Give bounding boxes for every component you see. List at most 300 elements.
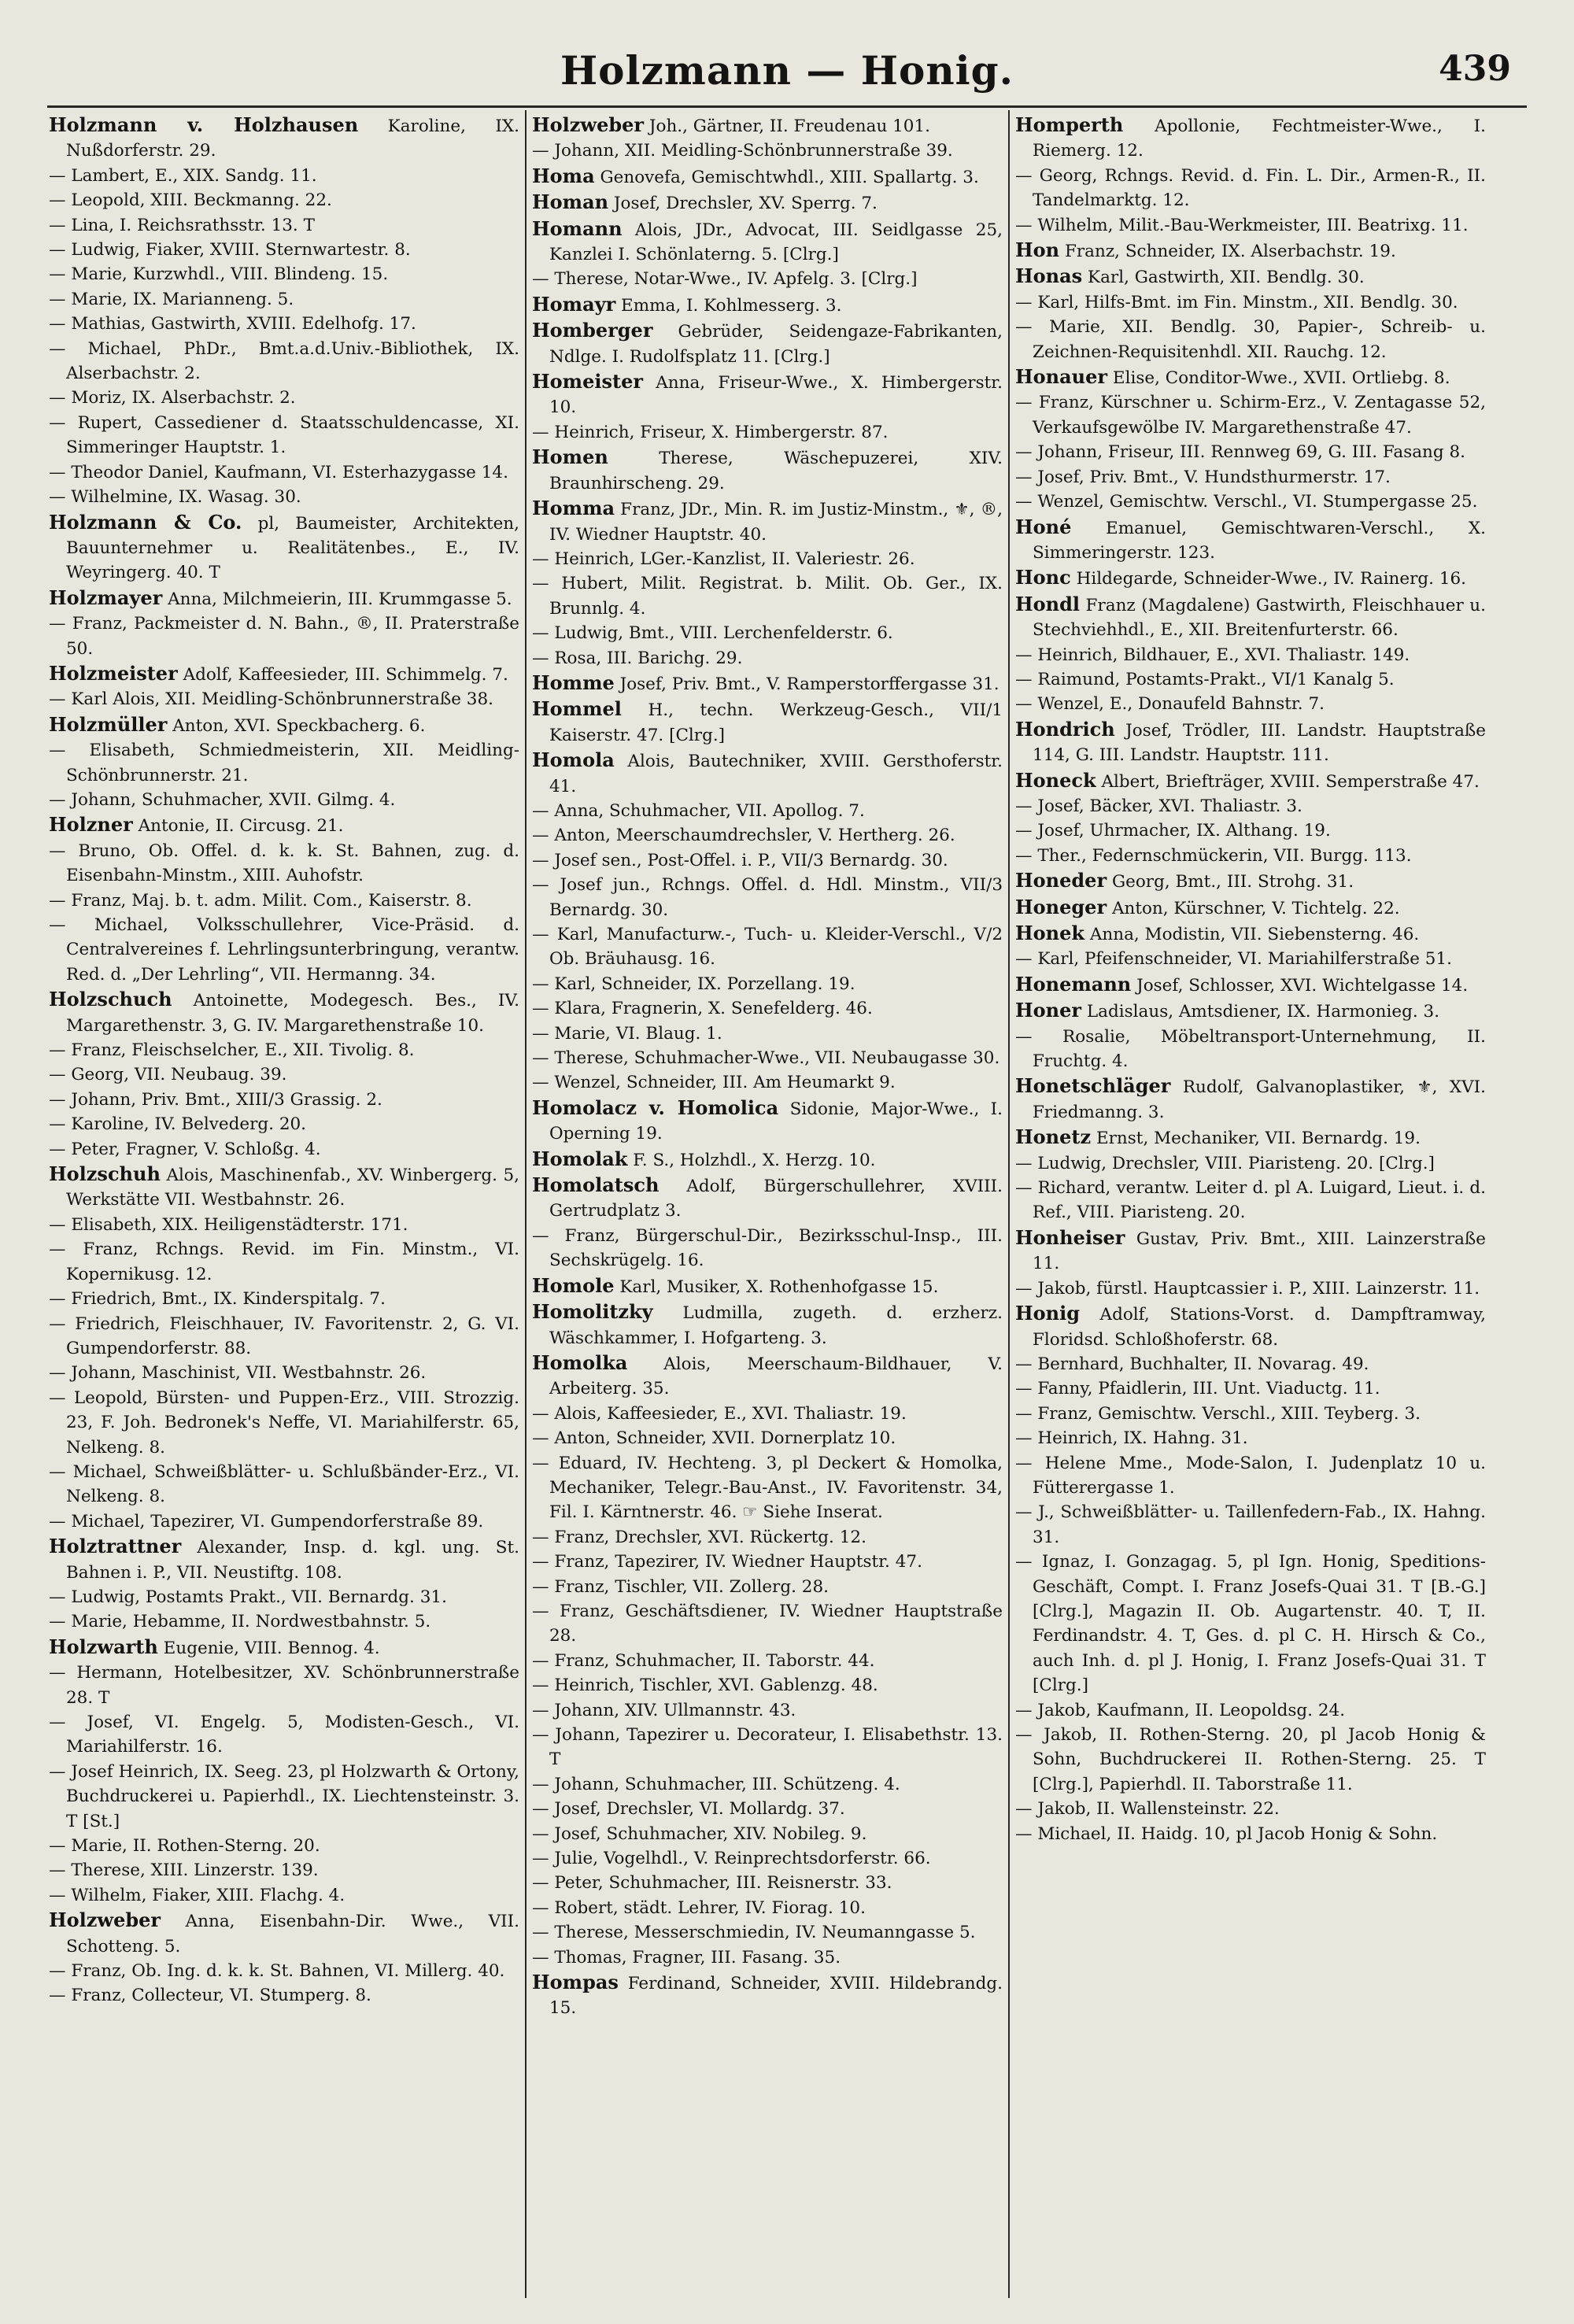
entry-details: — Heinrich, Friseur, X. Himbergerstr. 87. — [532, 422, 889, 442]
entry-surname: Honetz — [1015, 1125, 1092, 1149]
directory-entry — [1015, 868, 1486, 894]
entry-details: — Franz, Kürschner u. Schirm-Erz., V. Zentagasse 52, Verkaufsgewölbe IV. Margarethenstraße 47. — [1015, 393, 1486, 438]
directory-entry — [49, 1312, 519, 1362]
directory-entry — [532, 1350, 1003, 1402]
directory-entry — [1015, 390, 1486, 440]
directory-entry — [49, 1609, 519, 1634]
entry-details: Ludmilla, zugeth. d. erzherz. Wäschkammer, I. Hofgarteng. 3. — [549, 1303, 1003, 1348]
entry-details: — J., Schweißblätter- u. Taillenfedern-Fab., IX. Hahng. 31. — [1015, 1502, 1486, 1547]
entry-details: — Peter, Fragner, V. Schloßg. 4. — [49, 1139, 321, 1159]
directory-entry — [532, 571, 1003, 621]
entry-details: Gustav, Priv. Bmt., XIII. Lainzerstraße 11. — [1033, 1229, 1486, 1274]
directory-entry — [532, 1772, 1003, 1797]
entry-details: — Michael, PhDr., Bmt.a.d.Univ.-Bibliothek, IX. Alserbachstr. 2. — [49, 338, 519, 384]
directory-entry — [532, 1402, 1003, 1426]
entry-details: Elise, Conditor-Wwe., XVII. Ortliebg. 8. — [1107, 368, 1450, 389]
directory-entry — [1015, 794, 1486, 818]
entry-details: — Rupert, Cassediener d. Staatsschuldencasse, XI. Simmeringer Hauptstr. 1. — [49, 412, 519, 458]
entry-details: — Friedrich, Fleischhauer, IV. Favoritenstr. 2, G. VI. Gumpendorferstr. 88. — [49, 1313, 519, 1358]
entry-details: — Therese, Notar-Wwe., IV. Apfelg. 3. [Clrg.] — [532, 269, 918, 290]
entry-details: — Klara, Fragnerin, X. Senefelderg. 46. — [532, 999, 873, 1019]
entry-details: Albert, Briefträger, XVIII. Semperstraße 47. — [1096, 771, 1480, 792]
entry-details: — Ludwig, Postamts Prakt., VII. Bernardg. 31. — [49, 1587, 447, 1607]
entry-surname: Hondrich — [1015, 717, 1115, 741]
entry-details: Ladislaus, Amtsdiener, IX. Harmonieg. 3. — [1081, 1002, 1440, 1022]
directory-entry — [1015, 1176, 1486, 1225]
directory-entry — [1015, 1025, 1486, 1074]
directory-entry — [1015, 818, 1486, 843]
entry-surname: Holzwarth — [49, 1635, 158, 1658]
directory-entry — [49, 788, 519, 812]
directory-entry — [532, 1797, 1003, 1821]
entry-surname: Homolacz v. Homolica — [532, 1095, 779, 1119]
directory-entry — [49, 1661, 519, 1710]
entry-details: Anna, Eisenbahn-Dir. Wwe., VII. Schotteng. 5. — [66, 1912, 519, 1956]
entry-surname: Holztrattner — [49, 1535, 182, 1558]
directory-entry — [532, 1945, 1003, 1970]
entry-details: Ernst, Mechaniker, VII. Bernardg. 19. — [1091, 1129, 1421, 1149]
directory-entry — [49, 1883, 519, 1908]
directory-entry — [1015, 1698, 1486, 1723]
directory-entry — [532, 420, 1003, 445]
entry-details: Anton, XVI. Speckbacherg. 6. — [167, 715, 426, 736]
entry-details: — Friedrich, Bmt., IX. Kinderspitalg. 7. — [49, 1289, 386, 1310]
entry-details: — Elisabeth, Schmiedmeisterin, XII. Meidling-Schönbrunnerstr. 21. — [49, 741, 519, 785]
entry-details: Josef, Trödler, III. Landstr. Hauptstraße 114, G. III. Landstr. Hauptstr. 111. — [1033, 720, 1486, 766]
directory-entry — [532, 1525, 1003, 1550]
entry-details: — Michael, Schweißblätter- u. Schlußbänder-Erz., VI. Nelkeng. 8. — [49, 1461, 519, 1507]
directory-entry — [49, 611, 519, 661]
entry-details: Apollonie, Fechtmeister-Wwe., I. Riemerg. 12. — [1033, 116, 1486, 161]
directory-entry — [49, 312, 519, 336]
entry-details: Joh., Gärtner, II. Freudenau 101. — [644, 116, 930, 136]
entry-surname: Honeck — [1015, 768, 1096, 792]
entry-details: — Fanny, Pfaidlerin, III. Unt. Viaductg. 11. — [1015, 1379, 1380, 1399]
entry-details: — Peter, Schuhmacher, III. Reisnerstr. 33. — [532, 1873, 892, 1894]
directory-entry — [1015, 1125, 1486, 1151]
entry-surname: Honer — [1015, 999, 1082, 1022]
column-1 — [49, 113, 519, 2293]
entry-details: Josef, Drechsler, XV. Sperrg. 7. — [608, 194, 878, 214]
directory-entry — [532, 1698, 1003, 1723]
entry-details: Emanuel, Gemischtwaren-Verschl., X. Simmeringerstr. 123. — [1033, 518, 1486, 563]
entry-surname: Honé — [1015, 515, 1072, 538]
entry-surname: Homen — [532, 445, 608, 469]
directory-entry — [49, 987, 519, 1038]
directory-entry — [532, 1649, 1003, 1673]
entry-details: Anna, Modistin, VII. Siebensterng. 46. — [1084, 925, 1420, 944]
directory-entry — [49, 687, 519, 711]
directory-entry — [1015, 1151, 1486, 1176]
entry-surname: Honig — [1015, 1302, 1081, 1325]
entry-details: — Josef jun., Rchngs. Offel. d. Hdl. Minstm., VII/3 Bernardg. 30. — [532, 875, 1003, 920]
directory-entry — [532, 1723, 1003, 1772]
directory-entry — [532, 216, 1003, 268]
entry-details: — Johann, XIV. Ullmannstr. 43. — [532, 1700, 796, 1720]
directory-entry — [49, 661, 519, 687]
entry-surname: Homme — [532, 671, 615, 694]
entry-details: — Karl, Schneider, IX. Porzellang. 19. — [532, 974, 855, 994]
directory-entry — [1015, 1426, 1486, 1450]
page-header-title: Holzmann — Honig. — [560, 47, 1014, 94]
entry-surname: Honc — [1015, 566, 1071, 589]
directory-entry — [1015, 895, 1486, 921]
entry-details: — Karl, Hilfs-Bmt. im Fin. Minstm., XII. Bendlg. 30. — [1015, 292, 1458, 312]
entry-details: — Josef, VI. Engelg. 5, Modisten-Gesch., VI. Mariahilferstr. 16. — [49, 1713, 519, 1757]
directory-entry — [1015, 1073, 1486, 1125]
entry-details: Franz (Magdalene) Gastwirth, Fleischhauer u. Stechviehhdl., E., XII. Breitenfurterstr. 66. — [1033, 595, 1486, 641]
directory-entry — [532, 696, 1003, 748]
entry-details: — Franz, Tischler, VII. Zollerg. 28. — [532, 1576, 829, 1597]
entry-surname: Homolitzky — [532, 1300, 653, 1324]
entry-surname: Homolatsch — [532, 1173, 660, 1197]
entry-details: Antonie, II. Circusg. 21. — [132, 816, 344, 837]
entry-details: Ferdinand, Schneider, XVIII. Hildebrandg. 15. — [549, 1974, 1003, 2019]
entry-details: — Julie, Vogelhdl., V. Reinprechtsdorferstr. 66. — [532, 1849, 931, 1869]
entry-surname: Holzmayer — [49, 586, 163, 609]
directory-entry — [1015, 1723, 1486, 1797]
entry-details: Adolf, Kaffeesieder, III. Schimmelg. 7. — [177, 664, 508, 685]
directory-entry — [49, 1386, 519, 1460]
directory-entry — [532, 848, 1003, 873]
directory-entry — [49, 1460, 519, 1509]
entry-details: — Georg, Rchngs. Revid. d. Fin. L. Dir., Armen-R., II. Tandelmarktg. 12. — [1015, 165, 1486, 211]
entry-details: — Ludwig, Bmt., VIII. Lerchenfelderstr. 6. — [532, 623, 893, 644]
entry-details: Alexander, Insp. d. kgl. ung. St. Bahnen i. P., VII. Neustiftg. 108. — [66, 1538, 519, 1583]
entry-details: — Johann, Priv. Bmt., XIII/3 Grassig. 2. — [49, 1089, 382, 1110]
directory-entry — [532, 113, 1003, 139]
entry-details: Franz, JDr., Min. R. im Justiz-Minstm., ⚜, ®, IV. Wiedner Hauptstr. 40. — [549, 500, 1003, 545]
entry-details: — Jakob, II. Rothen-Sterng. 20, pl Jacob Honig & Sohn, Buchdruckerei II. Rothen-Sterng. 25. T [Clrg.], Papierhdl. II. Taborstraße 11. — [1015, 1725, 1486, 1794]
directory-entry — [49, 1908, 519, 1959]
entry-details: — Moriz, IX. Alserbachstr. 2. — [49, 388, 296, 408]
entry-surname: Honemann — [1015, 972, 1132, 996]
directory-entry — [532, 922, 1003, 972]
entry-surname: Holzmann & Co. — [49, 510, 242, 534]
entry-details: — Heinrich, Bildhauer, E., XVI. Thaliastr. 149. — [1015, 645, 1410, 665]
entry-details: — Marie, IX. Marianneng. 5. — [49, 289, 294, 309]
directory-entry — [1015, 515, 1486, 566]
entry-details: — Franz, Gemischtw. Verschl., XIII. Teyberg. 3. — [1015, 1403, 1421, 1424]
directory-entry — [49, 238, 519, 262]
directory-entry — [1015, 1451, 1486, 1501]
entry-details: Adolf, Stations-Vorst. d. Dampftramway, Floridsd. Schloßhoferstr. 68. — [1033, 1305, 1486, 1350]
entry-details: — Eduard, IV. Hechteng. 3, pl Deckert & Homolka, Mechaniker, Telegr.-Bau-Anst., IV. Favoritenstr. 34, Fil. I. Kärntnerstr. 46. ☞ Siehe Inserat. — [532, 1453, 1003, 1523]
directory-entry — [1015, 440, 1486, 464]
entry-surname: Honeder — [1015, 869, 1107, 892]
directory-entry — [49, 1062, 519, 1087]
directory-entry — [532, 1673, 1003, 1698]
directory-entry — [532, 646, 1003, 671]
entry-details: — Jakob, fürstl. Hauptcassier i. P., XIII. Lainzerstr. 11. — [1015, 1278, 1480, 1299]
directory-entry — [532, 318, 1003, 369]
directory-entry — [49, 337, 519, 386]
directory-entry — [532, 1173, 1003, 1224]
entry-details: — Ludwig, Fiaker, XVIII. Sternwartestr. 8. — [49, 240, 411, 260]
entry-details: — Karl, Pfeifenschneider, VI. Mariahilferstraße 51. — [1015, 949, 1452, 970]
directory-entry — [532, 996, 1003, 1021]
directory-entry — [532, 823, 1003, 848]
entry-surname: Honek — [1015, 922, 1085, 944]
page-number: 439 — [1439, 49, 1511, 89]
directory-entry — [532, 1022, 1003, 1046]
directory-entry — [49, 1213, 519, 1237]
entry-details: — Richard, verantw. Leiter d. pl A. Luigard, Lieut. i. d. Ref., VIII. Piaristeng. 20. — [1015, 1178, 1486, 1223]
directory-entry — [49, 1162, 519, 1213]
entry-details: — Leopold, Bürsten- und Puppen-Erz., VIII. Strozzig. 23, F. Joh. Bedronek's Neffe, VI. Mariahilferstr. 65, Nelkeng. 8. — [49, 1387, 519, 1458]
entry-details: — Mathias, Gastwirth, XVIII. Edelhofg. 17. — [49, 314, 416, 334]
entry-surname: Hommel — [532, 697, 622, 721]
directory-entry — [1015, 592, 1486, 643]
entry-details: — Marie, II. Rothen-Sterng. 20. — [49, 1836, 320, 1857]
entry-details: Alois, JDr., Advocat, III. Seidlgasse 25, Kanzlei I. Schönlaterng. 5. [Clrg.] — [549, 220, 1003, 265]
entry-details: — Georg, VII. Neubaug. 39. — [49, 1065, 287, 1085]
directory-entry — [532, 547, 1003, 571]
directory-entry — [49, 913, 519, 987]
entry-details: — Josef, Priv. Bmt., V. Hundsthurmerstr. 17. — [1015, 467, 1391, 487]
entry-details: Eugenie, VIII. Bennog. 4. — [157, 1638, 380, 1658]
directory-entry — [532, 873, 1003, 922]
directory-entry — [49, 411, 519, 460]
directory-entry — [49, 1237, 519, 1287]
directory-entry — [532, 1846, 1003, 1871]
directory-entry — [49, 113, 519, 164]
entry-details: — Leopold, XIII. Beckmanng. 22. — [49, 190, 332, 211]
entry-details: — Johann, Schuhmacher, XVII. Gilmg. 4. — [49, 789, 396, 810]
entry-surname: Holzner — [49, 813, 133, 837]
directory-entry — [532, 139, 1003, 163]
column-3 — [1015, 113, 1486, 2293]
directory-entry — [49, 712, 519, 738]
directory-entry — [49, 1509, 519, 1534]
entry-details: — Marie, VI. Blaug. 1. — [532, 1023, 722, 1044]
entry-details: — Anna, Schuhmacher, VII. Apollog. 7. — [532, 800, 865, 821]
entry-details: Josef, Schlosser, XVI. Wichtelgasse 14. — [1131, 975, 1469, 996]
directory-entry — [49, 287, 519, 312]
entry-details: — Heinrich, Tischler, XVI. Gablenzg. 48. — [532, 1676, 878, 1696]
entry-details: — Anton, Schneider, XVII. Dornerplatz 10. — [532, 1428, 896, 1449]
entry-details: Josef, Priv. Bmt., V. Ramperstorffergasse 31. — [614, 674, 999, 694]
entry-surname: Homann — [532, 216, 623, 240]
entry-surname: Homolak — [532, 1147, 628, 1170]
entry-surname: Holzmeister — [49, 661, 178, 685]
directory-entry — [532, 671, 1003, 696]
directory-entry — [49, 1361, 519, 1385]
directory-entry — [532, 1095, 1003, 1147]
directory-entry — [49, 889, 519, 913]
entry-details: Gebrüder, Seidengaze-Fabrikanten, Ndlge. I. Rudolfsplatz 11. [Clrg.] — [549, 322, 1003, 367]
directory-entry — [49, 485, 519, 509]
entry-surname: Holzschuh — [49, 1162, 161, 1186]
entry-surname: Homole — [532, 1273, 615, 1297]
directory-entry — [49, 738, 519, 788]
directory-entry — [1015, 565, 1486, 591]
entry-details: — Bruno, Ob. Offel. d. k. k. St. Bahnen, zug. d. Eisenbahn-Minstm., XIII. Auhofstr. — [49, 841, 519, 886]
directory-entry — [49, 1983, 519, 2008]
directory-entry — [532, 445, 1003, 496]
directory-entry — [532, 369, 1003, 420]
entry-details: Adolf, Bürgerschullehrer, XVIII. Gertrudplatz 3. — [549, 1177, 1003, 1221]
entry-details: — Franz, Schuhmacher, II. Taborstr. 44. — [532, 1650, 875, 1671]
directory-entry — [49, 1287, 519, 1311]
entry-surname: Homola — [532, 748, 615, 772]
entry-details: — Franz, Fleischselcher, E., XII. Tivolig. 8. — [49, 1040, 415, 1061]
directory-entry — [49, 1112, 519, 1136]
entry-details: — Johann, Tapezirer u. Decorateur, I. Elisabethstr. 13. T — [532, 1725, 1003, 1770]
entry-details: — Josef, Bäcker, XVI. Thaliastr. 3. — [1015, 796, 1302, 816]
entry-details: Hildegarde, Schneider-Wwe., IV. Rainerg. 16. — [1070, 569, 1467, 589]
entry-details: Alois, Bautechniker, XVIII. Gersthoferstr. 41. — [549, 752, 1003, 796]
directory-entry — [532, 1046, 1003, 1070]
directory-entry — [1015, 264, 1486, 290]
entry-surname: Holzweber — [49, 1908, 161, 1932]
directory-entry — [532, 1920, 1003, 1945]
entry-details: Georg, Bmt., III. Strohg. 31. — [1107, 872, 1354, 892]
entry-surname: Homayr — [532, 292, 616, 316]
directory-entry — [532, 1147, 1003, 1173]
entry-details: — Anton, Meerschaumdrechsler, V. Hertherg. 26. — [532, 826, 955, 846]
directory-entry — [532, 972, 1003, 996]
directory-entry — [532, 799, 1003, 823]
directory-entry — [49, 1137, 519, 1162]
directory-entry — [532, 1896, 1003, 1920]
entry-surname: Holzmann v. Holzhausen — [49, 113, 359, 136]
directory-entry — [1015, 290, 1486, 315]
entry-surname: Honauer — [1015, 365, 1108, 389]
entry-details: Anna, Milchmeierin, III. Krummgasse 5. — [162, 589, 512, 609]
entry-surname: Holzmüller — [49, 712, 168, 736]
entry-details: Antoinette, Modegesch. Bes., IV. Margarethenstr. 3, G. IV. Margarethenstraße 10. — [66, 991, 519, 1036]
entry-details: Karl, Musiker, X. Rothenhofgasse 15. — [614, 1277, 939, 1297]
entry-surname: Honeger — [1015, 895, 1107, 918]
directory-entry — [49, 839, 519, 889]
entry-details: — Franz, Drechsler, XVI. Rückertg. 12. — [532, 1527, 866, 1547]
directory-entry — [532, 164, 1003, 190]
entry-details: — Wenzel, Gemischtw. Verschl., VI. Stumpergasse 25. — [1015, 492, 1478, 512]
entry-details: — Heinrich, LGer.-Kanzlist, II. Valeriestr. 26. — [532, 549, 915, 569]
directory-entry — [49, 510, 519, 586]
entry-details: Rudolf, Galvanoplastiker, ⚜, XVI. Friedmanng. 3. — [1033, 1077, 1486, 1122]
directory-entry — [1015, 1352, 1486, 1376]
entry-details: — Elisabeth, XIX. Heiligenstädterstr. 171. — [49, 1214, 408, 1235]
header-rule — [47, 105, 1527, 108]
entry-details: — Michael, Tapezirer, VI. Gumpendorferstraße 89. — [49, 1511, 484, 1531]
entry-details: — Franz, Packmeister d. N. Bahn., ®, II. Praterstraße 50. — [49, 614, 519, 659]
entry-details: — Johann, Friseur, III. Rennweg 69, G. III. Fasang 8. — [1015, 442, 1465, 463]
entry-surname: Holzweber — [532, 113, 645, 136]
entry-details: — Wenzel, Schneider, III. Am Heumarkt 9. — [532, 1073, 896, 1093]
directory-entry — [49, 460, 519, 485]
entry-details: Anton, Kürschner, V. Tichtelg. 22. — [1107, 898, 1400, 918]
directory-entry — [49, 586, 519, 611]
directory-entry — [49, 1760, 519, 1834]
column-2 — [532, 113, 1003, 2293]
entry-surname: Honetschläger — [1015, 1074, 1171, 1098]
entry-details: — Hubert, Milit. Registrat. b. Milit. Ob. Ger., IX. Brunnlg. 4. — [532, 574, 1003, 619]
entry-details: — Ignaz, I. Gonzagag. 5, pl Ign. Honig, Speditions-Geschäft, Compt. I. Franz Josefs-Quai 31. T [B.-G.] [Clrg.], Magazin II. Ob. Augartenstr. 40. T, II. Ferdinandstr. 4. T, Ges. d. pl C. H. Hirsch & Co., auch Inh. d. pl J. Honig, I. Franz Josefs-Quai 31. T [Clrg.] — [1015, 1552, 1486, 1696]
entry-details: Emma, I. Kohlmesserg. 3. — [615, 295, 842, 316]
entry-details: — Johann, XII. Meidling-Schönbrunnerstraße 39. — [532, 141, 953, 161]
directory-entry — [49, 164, 519, 188]
entry-details: Karoline, IX. Nußdorferstr. 29. — [66, 116, 519, 161]
entry-surname: Homeister — [532, 370, 643, 393]
entry-details: — Helene Mme., Mode-Salon, I. Judenplatz 10 u. Fütterergasse 1. — [1015, 1453, 1486, 1498]
directory-entry — [1015, 238, 1486, 264]
directory-entry — [1015, 1550, 1486, 1698]
entry-details: — Franz, Rchngs. Revid. im Fin. Minstm., VI. Kopernikusg. 12. — [49, 1240, 519, 1284]
entry-details: — Josef, Schuhmacher, XIV. Nobileg. 9. — [532, 1823, 867, 1844]
directory-entry — [49, 262, 519, 286]
entry-surname: Hon — [1015, 238, 1060, 262]
entry-details: — Marie, XII. Bendlg. 30, Papier-, Schreib- u. Zeichnen-Requisitenhdl. XII. Rauchg. 12. — [1015, 317, 1486, 362]
entry-surname: Honheiser — [1015, 1225, 1125, 1249]
directory-entry — [532, 1224, 1003, 1273]
entry-details: — Franz, Tapezirer, IV. Wiedner Hauptstr. 47. — [532, 1552, 922, 1572]
entry-details: — Wilhelm, Fiaker, XIII. Flachg. 4. — [49, 1885, 345, 1905]
entry-details: F. S., Holzhdl., X. Herzg. 10. — [627, 1150, 876, 1170]
entry-surname: Homperth — [1015, 113, 1124, 136]
directory-entry — [1015, 1225, 1486, 1277]
entry-details: — Lambert, E., XIX. Sandg. 11. — [49, 165, 317, 186]
directory-entry — [1015, 490, 1486, 514]
entry-details: — Wenzel, E., Donaufeld Bahnstr. 7. — [1015, 694, 1325, 715]
entry-details: — Michael, II. Haidg. 10, pl Jacob Honig & Sohn. — [1015, 1823, 1438, 1844]
directory-entry — [532, 496, 1003, 547]
entry-details: Franz, Schneider, IX. Alserbachstr. 19. — [1059, 242, 1396, 262]
entry-surname: Hompas — [532, 1971, 619, 1994]
entry-details: Alois, Meerschaum-Bildhauer, V. Arbeiterg. 35. — [549, 1354, 1003, 1399]
entry-surname: Honas — [1015, 264, 1083, 288]
entry-details: — Josef, Drechsler, VI. Mollardg. 37. — [532, 1799, 845, 1820]
directory-entry — [1015, 921, 1486, 947]
entry-details: — Therese, Schuhmacher-Wwe., VII. Neubaugasse 30. — [532, 1048, 1000, 1069]
directory-entry — [532, 1575, 1003, 1599]
directory-entry — [49, 1038, 519, 1062]
directory-entry — [532, 190, 1003, 216]
entry-details: Therese, Wäschepuzerei, XIV. Braunhirscheng. 29. — [549, 449, 1003, 493]
entry-details: — Josef sen., Post-Offel. i. P., VII/3 Bernardg. 30. — [532, 850, 948, 870]
column-divider — [1008, 110, 1010, 2298]
entry-details: — Ther., Federnschmückerin, VII. Burgg. 113. — [1015, 845, 1412, 866]
directory-entry — [49, 213, 519, 238]
entry-details: — Marie, Hebamme, II. Nordwestbahnstr. 5. — [49, 1612, 431, 1632]
directory-entry — [1015, 768, 1486, 794]
entry-surname: Homan — [532, 190, 609, 214]
directory-entry — [49, 1858, 519, 1882]
entry-details: — Jakob, Kaufmann, II. Leopoldsg. 24. — [1015, 1700, 1346, 1720]
entry-details: — Robert, städt. Lehrer, IV. Fiorag. 10. — [532, 1897, 866, 1918]
directory-entry — [1015, 998, 1486, 1024]
entry-details: — Jakob, II. Wallensteinstr. 22. — [1015, 1799, 1280, 1820]
entry-surname: Homma — [532, 497, 615, 520]
directory-entry — [532, 267, 1003, 291]
directory-entry — [532, 748, 1003, 799]
entry-details: — Karl, Manufacturw.-, Tuch- u. Kleider-Verschl., V/2 Ob. Bräuhausg. 16. — [532, 925, 1003, 970]
directory-entry — [532, 1070, 1003, 1095]
directory-entry — [49, 812, 519, 838]
entry-details: — Therese, XIII. Linzerstr. 139. — [49, 1860, 319, 1881]
directory-entry — [1015, 1822, 1486, 1846]
directory-entry — [49, 1534, 519, 1585]
directory-entry — [1015, 364, 1486, 390]
entry-details: — Franz, Maj. b. t. adm. Milit. Com., Kaiserstr. 8. — [49, 890, 472, 911]
entry-surname: Homa — [532, 164, 595, 187]
entry-details: — Rosalie, Möbeltransport-Unternehmung, II. Fruchtg. 4. — [1015, 1026, 1486, 1072]
entry-details: — Raimund, Postamts-Prakt., VI/1 Kanalg 5. — [1015, 669, 1395, 689]
directory-entry — [1015, 947, 1486, 971]
directory-entry — [1015, 844, 1486, 868]
directory-entry — [1015, 465, 1486, 490]
